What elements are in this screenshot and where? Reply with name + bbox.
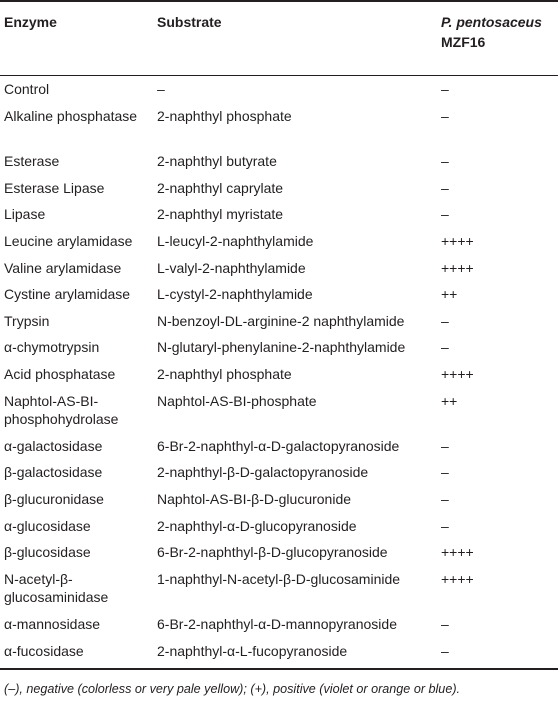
substrate-cell: 2-naphthyl-α-D-glucopyranoside (157, 518, 357, 534)
substrate-cell: L-cystyl-2-naphthylamide (157, 286, 313, 302)
result-cell: – (441, 108, 449, 124)
enzyme-cell: Esterase Lipase (4, 180, 105, 196)
header-strain (441, 12, 542, 52)
enzyme-cell: Esterase (4, 153, 60, 169)
substrate-cell: 6-Br-2-naphthyl-α-D-galactopyranoside (157, 438, 400, 454)
enzyme-cell: Acid phosphatase (4, 366, 116, 382)
substrate-cell: 1-naphthyl-N-acetyl-β-D-glucosaminide (157, 571, 401, 587)
enzyme-cell: α-mannosidase (4, 616, 101, 632)
header-strain-species: P. pentosaceus (441, 14, 542, 30)
enzyme-cell: Cystine arylamidase (4, 286, 131, 302)
substrate-cell: 6-Br-2-naphthyl-α-D-mannopyranoside (157, 616, 397, 632)
result-cell: ++++ (441, 366, 474, 382)
result-cell: – (441, 491, 449, 507)
substrate-cell: N-benzoyl-DL-arginine-2 naphthylamide (157, 313, 405, 329)
substrate-cell: N-glutaryl-phenylanine-2-naphthylamide (157, 339, 406, 355)
result-cell: – (441, 206, 449, 222)
result-cell: ++++ (441, 571, 474, 587)
table-bottom-rule (0, 668, 558, 670)
enzyme-cell: Leucine arylamidase (4, 233, 133, 249)
substrate-cell: 2-naphthyl-α-L-fucopyranoside (157, 643, 348, 659)
enzyme-cell: α-fucosidase (4, 643, 84, 659)
enzyme-cell: N-acetyl-β-glucosaminidase (4, 571, 109, 605)
result-cell: ++++ (441, 233, 474, 249)
substrate-cell: L-valyl-2-naphthylamide (157, 260, 306, 276)
substrate-cell: 6-Br-2-naphthyl-β-D-glucopyranoside (157, 544, 388, 560)
enzyme-cell: Naphtol-AS-BI-phosphohydrolase (4, 393, 119, 427)
enzyme-cell: β-glucosidase (4, 544, 91, 560)
result-cell: – (441, 518, 449, 534)
result-cell: ++ (441, 286, 458, 302)
result-cell: – (441, 616, 449, 632)
result-cell: – (441, 438, 449, 454)
enzyme-cell: α-glucosidase (4, 518, 91, 534)
header-substrate: Substrate (157, 14, 222, 30)
result-cell: – (441, 81, 449, 97)
substrate-cell: 2-naphthyl butyrate (157, 153, 277, 169)
substrate-cell: 2-naphthyl phosphate (157, 366, 292, 382)
enzyme-cell: α-chymotrypsin (4, 339, 100, 355)
result-cell: ++++ (441, 260, 474, 276)
substrate-cell: Naphtol-AS-BI-β-D-glucuronide (157, 491, 352, 507)
result-cell: – (441, 180, 449, 196)
enzyme-cell: β-glucuronidase (4, 491, 104, 507)
header-strain-id: MZF16 (441, 34, 486, 50)
enzyme-cell: Control (4, 81, 50, 97)
result-cell: – (441, 339, 449, 355)
enzyme-cell: β-galactosidase (4, 464, 103, 480)
result-cell: – (441, 464, 449, 480)
substrate-cell: 2-naphthyl caprylate (157, 180, 284, 196)
substrate-cell: – (157, 81, 165, 97)
substrate-cell: 2-naphthyl-β-D-galactopyranoside (157, 464, 369, 480)
substrate-cell: L-leucyl-2-naphthylamide (157, 233, 314, 249)
header-rule (0, 75, 558, 76)
enzyme-cell: Trypsin (4, 313, 50, 329)
substrate-cell: 2-naphthyl phosphate (157, 108, 292, 124)
result-cell: ++++ (441, 544, 474, 560)
enzyme-cell: Alkaline phosphatase (4, 108, 138, 124)
table-footnote: (–), negative (colorless or very pale yellow); (+), positive (violet or orange or blue). (4, 682, 461, 696)
result-cell: – (441, 643, 449, 659)
substrate-cell: Naphtol-AS-BI-phosphate (157, 393, 317, 409)
substrate-cell: 2-naphthyl myristate (157, 206, 284, 222)
result-cell: – (441, 153, 449, 169)
enzyme-cell: Valine arylamidase (4, 260, 122, 276)
result-cell: ++ (441, 393, 458, 409)
enzyme-cell: α-galactosidase (4, 438, 103, 454)
result-cell: – (441, 313, 449, 329)
header-enzyme: Enzyme (4, 14, 57, 30)
enzyme-cell: Lipase (4, 206, 46, 222)
table-top-rule (0, 0, 558, 2)
